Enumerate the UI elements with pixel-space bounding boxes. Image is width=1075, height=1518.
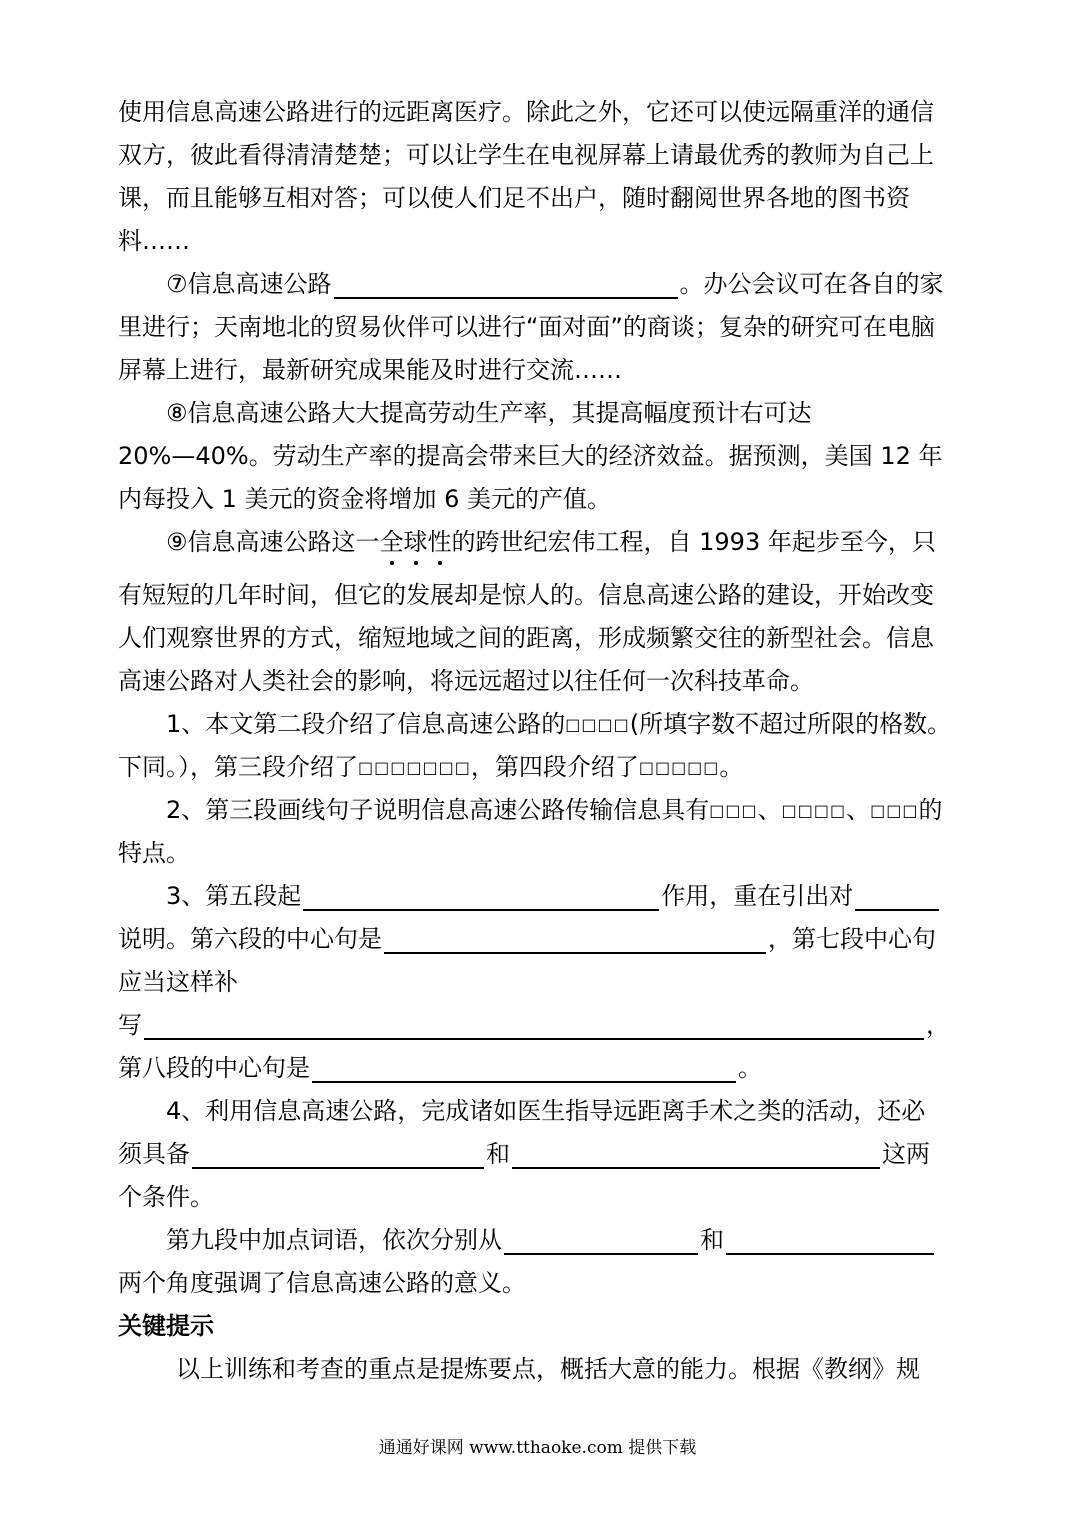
answer-blank[interactable] bbox=[504, 1229, 698, 1255]
question-text: ，第七段中心句 bbox=[768, 925, 936, 953]
answer-blank[interactable] bbox=[855, 885, 939, 911]
dotted-char: 全 bbox=[379, 528, 404, 556]
p7-suffix: 。办公会议可在各自的家 bbox=[679, 270, 944, 298]
question-4-line-3: 个条件。 bbox=[118, 1183, 214, 1211]
answer-boxes[interactable]: □□□□ bbox=[565, 715, 630, 734]
question-text: 须具备 bbox=[118, 1140, 190, 1168]
answer-boxes[interactable]: □□□ bbox=[709, 801, 758, 820]
answer-boxes[interactable]: □□□□□ bbox=[638, 758, 720, 777]
answer-boxes[interactable]: □□□ bbox=[870, 801, 919, 820]
question-3-line-3: 应当这样补 bbox=[118, 968, 238, 996]
body-text-line: 20%—40%。劳动生产率的提高会带来巨大的经济效益。据预测，美国 12 年 bbox=[118, 442, 943, 470]
p7-prefix: ⑦信息高速公路 bbox=[166, 270, 332, 298]
question-3-line-5 bbox=[118, 1053, 762, 1083]
answer-blank[interactable] bbox=[334, 273, 678, 299]
question-1-line-2 bbox=[118, 752, 743, 782]
question-text: 2、第三段画线句子说明信息高速公路传输信息具有 bbox=[166, 796, 710, 824]
question-text: 作用，重在引出对 bbox=[661, 882, 854, 910]
question-text: ，第四段介绍了 bbox=[470, 753, 639, 781]
question-text: 说明。第六段的中心句是 bbox=[118, 925, 382, 953]
p9-text-a: ⑨信息高速公路这一 bbox=[166, 528, 380, 556]
question-text: 。 bbox=[719, 753, 744, 781]
separator: 、 bbox=[757, 796, 782, 824]
body-text-line: 里进行；天南地北的贸易伙伴可以进行“面对面”的商谈；复杂的研究可在电脑 bbox=[118, 313, 935, 341]
body-text-line: 课，而且能够互相对答；可以使人们足不出户，随时翻阅世界各地的图书资 bbox=[118, 184, 910, 212]
answer-blank[interactable] bbox=[144, 1014, 924, 1040]
answer-blank[interactable] bbox=[512, 1143, 880, 1169]
page-footer: 通通好课网 www.tthaoke.com 提供下载 bbox=[378, 1438, 697, 1458]
question-text: 第九段中加点词语，依次分别从 bbox=[166, 1226, 502, 1254]
answer-boxes[interactable]: □□□□ bbox=[781, 801, 847, 820]
body-text-line: 料…… bbox=[118, 227, 190, 255]
body-text-line: 使用信息高速公路进行的远距离医疗。除此之外，它还可以使远隔重洋的通信 bbox=[118, 98, 934, 126]
question-2-line-2: 特点。 bbox=[118, 839, 190, 867]
paragraph-9-line-1 bbox=[166, 527, 936, 557]
question-text: 和 bbox=[486, 1140, 510, 1168]
question-text: 1、本文第二段介绍了信息高速公路的 bbox=[166, 710, 566, 738]
question-text: 3、第五段起 bbox=[166, 882, 302, 910]
answer-blank[interactable] bbox=[726, 1229, 934, 1255]
question-text: 。 bbox=[738, 1054, 762, 1082]
p9-text-b: 的跨世纪宏伟工程，自 1993 年起步至今，只 bbox=[451, 528, 936, 556]
question-3-line-4 bbox=[118, 1010, 950, 1040]
question-1-line-1 bbox=[166, 709, 951, 739]
question-5-line-1 bbox=[166, 1225, 936, 1255]
question-text: (所填字数不超过所限的格数。 bbox=[629, 710, 952, 738]
answer-blank[interactable] bbox=[312, 1057, 736, 1083]
question-3-line-2 bbox=[118, 924, 936, 954]
question-text: 第八段的中心句是 bbox=[118, 1054, 310, 1082]
dotted-char: 性 bbox=[427, 528, 452, 556]
answer-blank[interactable] bbox=[384, 928, 766, 954]
question-4-line-2 bbox=[118, 1139, 930, 1169]
question-text: 下同。），第三段介绍了 bbox=[118, 753, 358, 781]
dotted-char: 球 bbox=[403, 528, 428, 556]
hint-text: 以上训练和考查的重点是提炼要点，概括大意的能力。根据《教纲》规 bbox=[176, 1355, 920, 1383]
question-4-line-1: 4、利用信息高速公路，完成诸如医生指导远距离手术之类的活动，还必 bbox=[166, 1097, 926, 1125]
body-text-line: 高速公路对人类社会的影响，将远远超过以往任何一次科技革命。 bbox=[118, 667, 814, 695]
question-3-line-1 bbox=[166, 881, 941, 911]
question-text: ， bbox=[926, 1011, 950, 1039]
answer-boxes[interactable]: □□□□□□□ bbox=[358, 758, 471, 777]
question-text: 这两 bbox=[882, 1140, 930, 1168]
answer-blank[interactable] bbox=[303, 885, 659, 911]
paragraph-8-line-1: ⑧信息高速公路大大提高劳动生产率，其提高幅度预计右可达 bbox=[166, 399, 812, 427]
question-text: 的 bbox=[918, 796, 943, 824]
body-text-line: 有短短的几年时间，但它的发展却是惊人的。信息高速公路的建设，开始改变 bbox=[118, 581, 934, 609]
question-text: 和 bbox=[700, 1226, 724, 1254]
body-text-line: 屏幕上进行，最新研究成果能及时进行交流…… bbox=[118, 356, 622, 384]
question-text: 写 bbox=[118, 1011, 142, 1039]
question-2-line-1 bbox=[166, 795, 942, 825]
body-text-line: 内每投入 1 美元的资金将增加 6 美元的产值。 bbox=[118, 485, 612, 513]
question-5-line-2: 两个角度强调了信息高速公路的意义。 bbox=[118, 1269, 526, 1297]
hint-heading: 关键提示 bbox=[118, 1312, 214, 1340]
body-text-line: 双方，彼此看得清清楚楚；可以让学生在电视屏幕上请最优秀的教师为自己上 bbox=[118, 141, 934, 169]
paragraph-7-line-1 bbox=[166, 269, 944, 299]
answer-blank[interactable] bbox=[192, 1143, 484, 1169]
separator: 、 bbox=[846, 796, 871, 824]
body-text-line: 人们观察世界的方式，缩短地域之间的距离，形成频繁交往的新型社会。信息 bbox=[118, 624, 934, 652]
